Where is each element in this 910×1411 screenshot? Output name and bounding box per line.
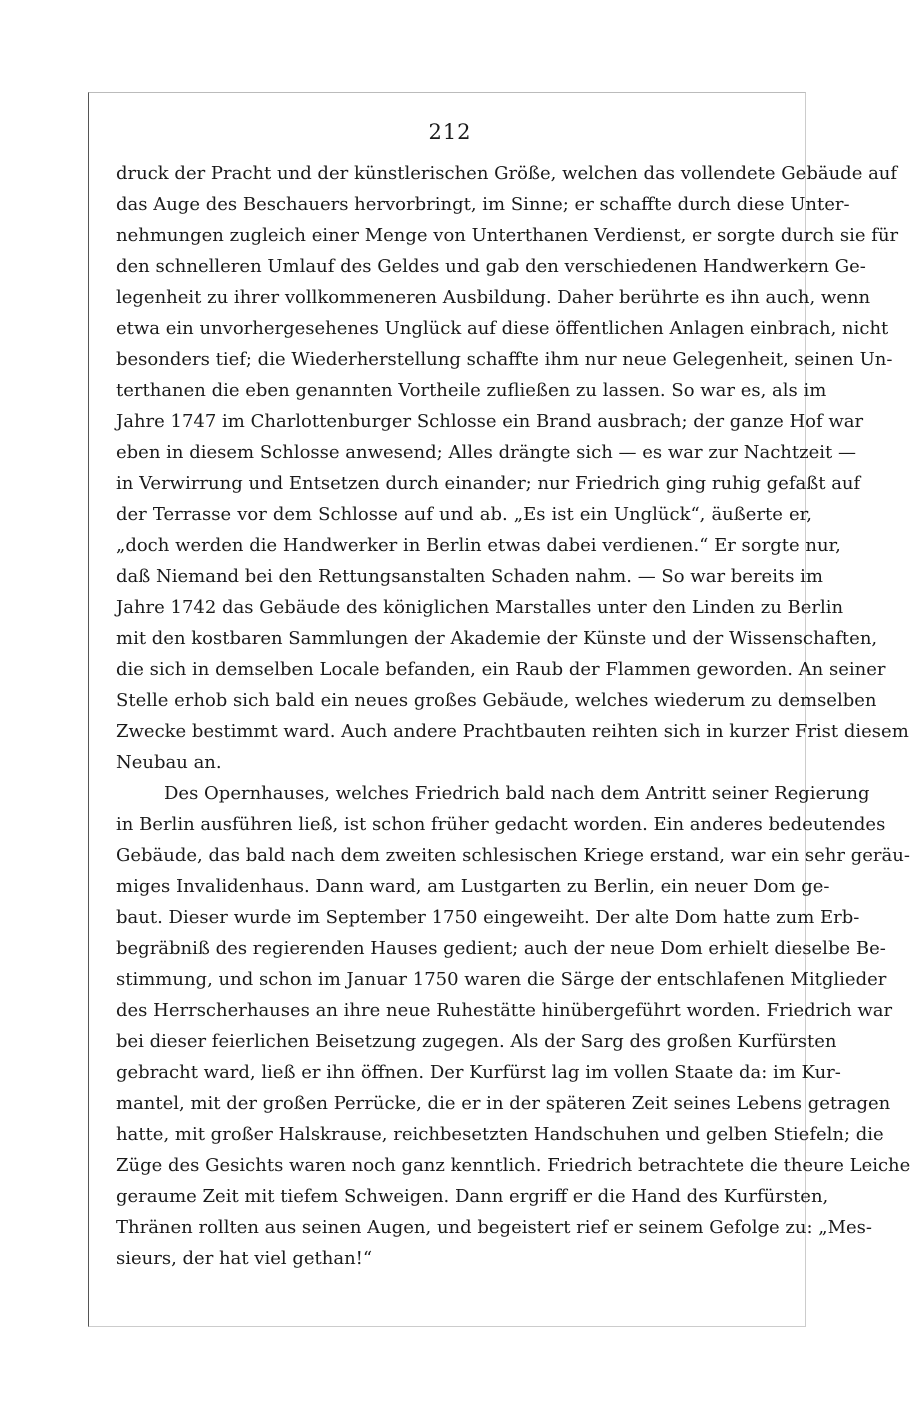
paragraph-2 xyxy=(116,778,910,1274)
text-line: Jahre 1747 im Charlottenburger Schlosse ein Brand ausbrach; der ganze Hof war xyxy=(116,411,864,432)
text-line: die sich in demselben Locale befanden, ein Raub der Flammen geworden. An seiner xyxy=(116,659,886,680)
text-line: baut. Dieser wurde im September 1750 eingeweiht. Der alte Dom hatte zum Erb- xyxy=(116,907,860,928)
text-line: des Herrscherhauses an ihre neue Ruhestätte hinübergeführt worden. Friedrich war xyxy=(116,1000,893,1021)
text-line: „doch werden die Handwerker in Berlin etwas dabei verdienen.“ Er sorgte nur, xyxy=(116,535,841,556)
body-text xyxy=(116,158,910,1274)
text-line: Gebäude, das bald nach dem zweiten schlesischen Kriege erstand, war ein sehr geräu- xyxy=(116,845,910,866)
text-line: das Auge des Beschauers hervorbringt, im Sinne; er schaffte durch diese Unter- xyxy=(116,194,850,215)
text-line: der Terrasse vor dem Schlosse auf und ab. „Es ist ein Unglück“, äußerte er, xyxy=(116,504,812,525)
text-line: stimmung, und schon im Januar 1750 waren die Särge der entschlafenen Mitglieder xyxy=(116,969,887,990)
text-line: in Verwirrung und Entsetzen durch einander; nur Friedrich ging ruhig gefaßt auf xyxy=(116,473,861,494)
text-line: legenheit zu ihrer vollkommeneren Ausbildung. Daher berührte es ihn auch, wenn xyxy=(116,287,871,308)
text-line: nehmungen zugleich einer Menge von Unterthanen Verdienst, er sorgte durch sie für xyxy=(116,225,899,246)
text-line: gebracht ward, ließ er ihn öffnen. Der Kurfürst lag im vollen Staate da: im Kur- xyxy=(116,1062,841,1083)
text-line: besonders tief; die Wiederherstellung schaffte ihm nur neue Gelegenheit, seinen Un- xyxy=(116,349,893,370)
text-line: Zwecke bestimmt ward. Auch andere Prachtbauten reihten sich in kurzer Frist diesem xyxy=(116,721,909,742)
text-line: Züge des Gesichts waren noch ganz kenntlich. Friedrich betrachtete die theure Leiche xyxy=(116,1155,910,1176)
text-line: mit den kostbaren Sammlungen der Akademie der Künste und der Wissenschaften, xyxy=(116,628,878,649)
paragraph-1 xyxy=(116,158,909,778)
text-line: in Berlin ausführen ließ, ist schon früher gedacht worden. Ein anderes bedeutendes xyxy=(116,814,886,835)
text-line: geraume Zeit mit tiefem Schweigen. Dann ergriff er die Hand des Kurfürsten, xyxy=(116,1186,829,1207)
page-number: 212 xyxy=(428,120,472,144)
text-line: etwa ein unvorhergesehenes Unglück auf diese öffentlichen Anlagen einbrach, nicht xyxy=(116,318,889,339)
text-line: eben in diesem Schlosse anwesend; Alles drängte sich — es war zur Nachtzeit — xyxy=(116,442,856,463)
text-line: Thränen rollten aus seinen Augen, und begeistert rief er seinem Gefolge zu: „Mes- xyxy=(116,1217,872,1238)
text-line: daß Niemand bei den Rettungsanstalten Schaden nahm. — So war bereits im xyxy=(116,566,823,587)
text-line: Stelle erhob sich bald ein neues großes Gebäude, welches wiederum zu demselben xyxy=(116,690,877,711)
text-line: Jahre 1742 das Gebäude des königlichen Marstalles unter den Linden zu Berlin xyxy=(116,597,844,618)
text-line: Des Opernhauses, welches Friedrich bald nach dem Antritt seiner Regierung xyxy=(164,783,870,804)
text-line: mantel, mit der großen Perrücke, die er in der späteren Zeit seines Lebens getragen xyxy=(116,1093,891,1114)
text-line: Neubau an. xyxy=(116,752,222,773)
text-line: den schnelleren Umlauf des Geldes und gab den verschiedenen Handwerkern Ge- xyxy=(116,256,866,277)
text-line: terthanen die eben genannten Vortheile zufließen zu lassen. So war es, als im xyxy=(116,380,827,401)
text-line: begräbniß des regierenden Hauses gedient; auch der neue Dom erhielt dieselbe Be- xyxy=(116,938,886,959)
text-line: sieurs, der hat viel gethan!“ xyxy=(116,1248,373,1269)
text-line: hatte, mit großer Halskrause, reichbesetzten Handschuhen und gelben Stiefeln; die xyxy=(116,1124,884,1145)
text-line: bei dieser feierlichen Beisetzung zugegen. Als der Sarg des großen Kurfürsten xyxy=(116,1031,837,1052)
text-line: druck der Pracht und der künstlerischen Größe, welchen das vollendete Gebäude auf xyxy=(116,163,898,184)
text-line: miges Invalidenhaus. Dann ward, am Lustgarten zu Berlin, ein neuer Dom ge- xyxy=(116,876,830,897)
